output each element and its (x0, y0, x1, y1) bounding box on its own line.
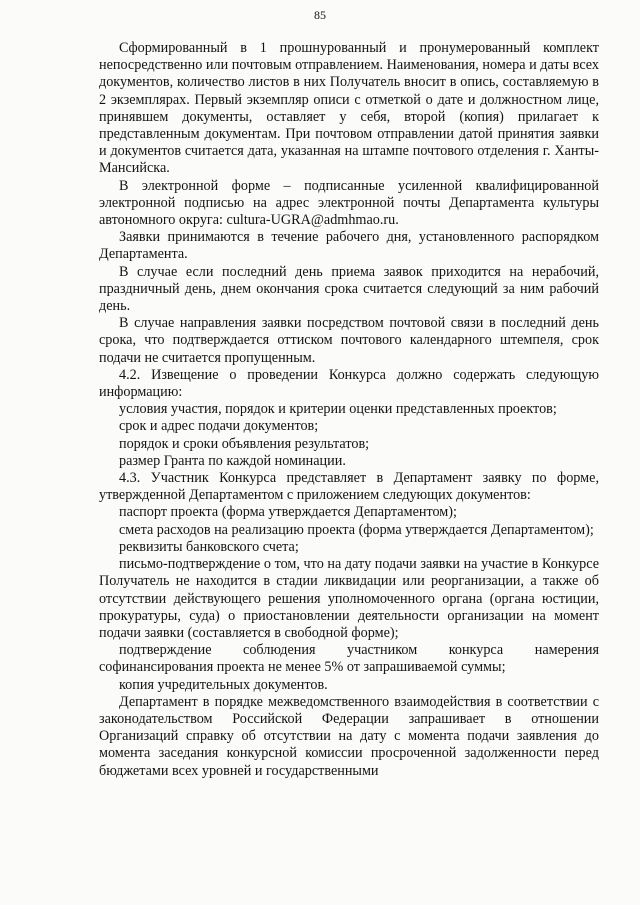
list-item: порядок и сроки объявления результатов; (119, 435, 370, 452)
list-item: копия учредительных документов. (119, 676, 328, 693)
document-body (99, 40, 599, 780)
list-item: подтверждение соблюдения участником конкурса намерения софинансирования проекта не менее 5% от запрашиваемой суммы; (99, 642, 599, 676)
page-number: 85 (314, 8, 326, 22)
paragraph: Департамент в порядке межведомственного взаимодействия в соответствии с законодательством Российской Федерации запрашивает в отношении Организаций справку об отсутствии на дату с момента подачи заявления до момента заседания конкурсной комиссии просроченной задолженности перед бюджетами всех уровней и государственными (99, 693, 599, 779)
paragraph: В электронной форме – подписанные усиленной квалифицированной электронной подписью на адрес электронной почты Департамента культуры автономного округа: cultura-UGRA@admhmao.ru. (99, 177, 599, 229)
paragraph: 4.2. Извещение о проведении Конкурса должно содержать следующую информацию: (99, 366, 599, 401)
paragraph: В случае если последний день приема заявок приходится на нерабочий, праздничный день, днем окончания срока считается следующий за ним рабочий день. (99, 263, 599, 315)
paragraph: 4.3. Участник Конкурса представляет в Департамент заявку по форме, утвержденной Департаментом с приложением следующих документов: (99, 470, 599, 504)
paragraph: Заявки принимаются в течение рабочего дня, установленного распорядком Департамента. (99, 229, 599, 263)
list-item: письмо-подтверждение о том, что на дату подачи заявки на участие в Конкурсе Получатель не находится в стадии ликвидации или реорганизации, а также об отсутствии действующего решения уполномоченного органа (органа юстиции, прокуратуры, суда) о приостановлении деятельности организации на момент подачи заявки (составляется в свободной форме); (99, 556, 599, 641)
list-item: срок и адрес подачи документов; (119, 418, 319, 435)
list-item: условия участия, порядок и критерии оценки представленных проектов; (119, 401, 557, 418)
paragraph: Сформированный в 1 прошнурованный и пронумерованный комплект непосредственно или почтовым отправлением. Наименования, номера и даты всех документов, количество листов в них Получатель вносит в опись, составляемую в 2 экземплярах. Первый экземпляр описи с отметкой о дате и должностном лице, принявшем документы, оставляет у себя, второй (копия) прилагает к представленным документам. При почтовом отправлении датой принятия заявки и документов считается дата, указанная на штампе почтового отделения г. Ханты-Мансийска. (99, 40, 599, 177)
list-item: смета расходов на реализацию проекта (форма утверждается Департаментом); (119, 521, 594, 538)
paragraph: В случае направления заявки посредством почтовой связи в последний день срока, что подтверждается оттиском почтового календарного штемпеля, срок подачи не считается пропущенным. (99, 315, 599, 366)
list-item: паспорт проекта (форма утверждается Департаментом); (119, 504, 457, 521)
list-item: реквизиты банковского счета; (119, 538, 299, 555)
list-item: размер Гранта по каждой номинации. (119, 452, 346, 469)
